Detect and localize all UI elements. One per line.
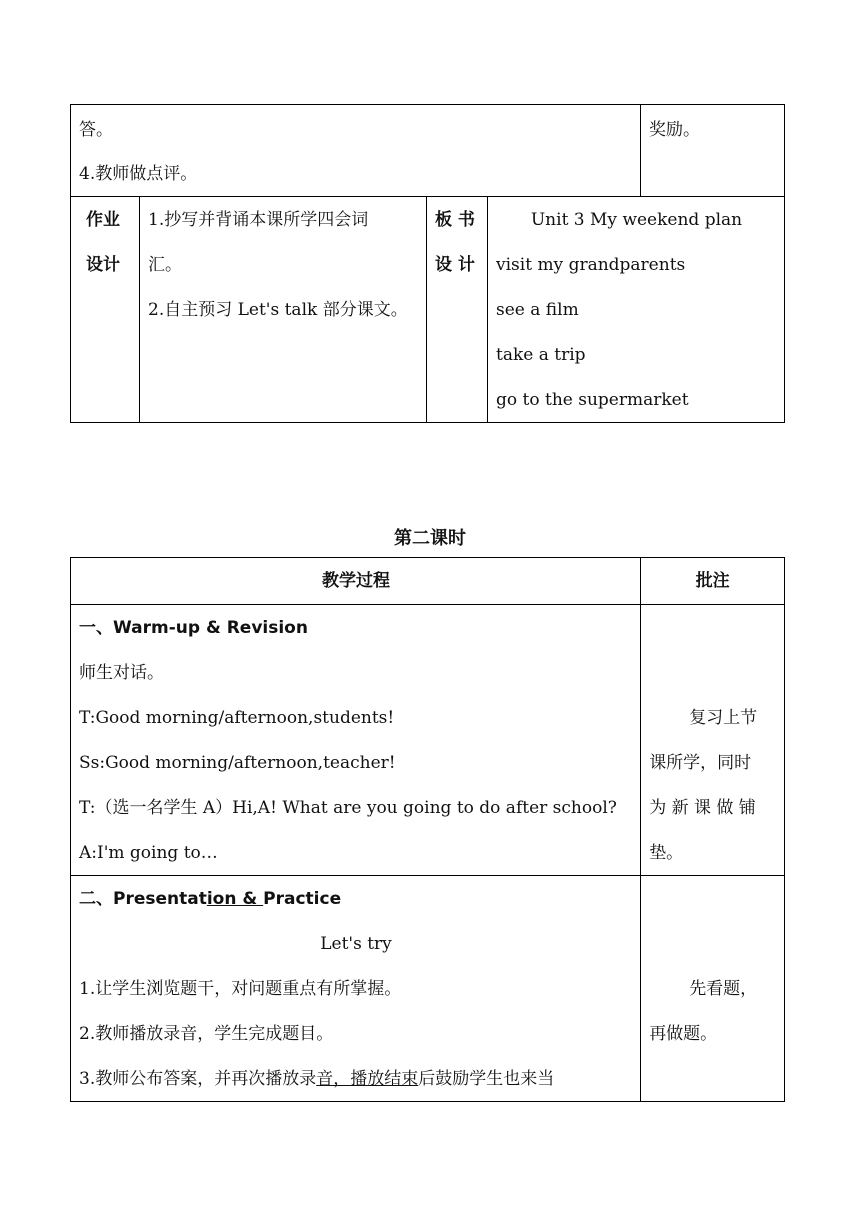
process-line: A:I'm going to… bbox=[79, 843, 218, 863]
warmup-cell bbox=[71, 605, 641, 876]
section-title-part: ion & bbox=[206, 889, 264, 909]
section-title-part: Practice bbox=[263, 889, 342, 909]
note-line: 再做题。 bbox=[649, 1024, 718, 1044]
homework-label: 设计 bbox=[86, 255, 120, 275]
homework-label-cell bbox=[71, 197, 140, 423]
lesson-table-2 bbox=[70, 557, 785, 1102]
process-line: T:（选一名学生 A）Hi,A! What are you going to do after school? bbox=[79, 798, 617, 818]
text-part: 音，播放结束 bbox=[316, 1069, 419, 1089]
header-process-cell bbox=[71, 558, 641, 605]
board-label: 设 计 bbox=[435, 255, 475, 275]
section-heading bbox=[79, 617, 308, 639]
header-process: 教学过程 bbox=[322, 571, 390, 591]
lesson-table-continued bbox=[70, 104, 785, 423]
header-notes: 批注 bbox=[695, 571, 730, 591]
process-line: 答。 bbox=[79, 120, 113, 140]
section-heading bbox=[79, 888, 341, 910]
header-notes-cell bbox=[641, 558, 785, 605]
presentation-note-cell bbox=[641, 876, 785, 1102]
board-label-cell bbox=[427, 197, 488, 423]
board-line: visit my grandparents bbox=[496, 255, 686, 275]
process-line: 1.让学生浏览题干，对问题重点有所掌握。 bbox=[79, 979, 402, 999]
board-label: 板 书 bbox=[435, 210, 475, 230]
note-line: 为 新 课 做 铺 bbox=[649, 798, 756, 818]
process-line bbox=[79, 1068, 554, 1090]
process-cell bbox=[71, 105, 641, 197]
note-line: 奖励。 bbox=[649, 120, 700, 140]
note-cell bbox=[641, 105, 785, 197]
section-title-part: Presentat bbox=[113, 889, 207, 909]
warmup-note-cell bbox=[641, 605, 785, 876]
text-part: 后鼓励学生也来当 bbox=[418, 1069, 555, 1089]
homework-content-cell bbox=[140, 197, 427, 423]
section-prefix: 二、 bbox=[79, 889, 113, 909]
homework-label: 作业 bbox=[86, 210, 120, 230]
note-line: 课所学，同时 bbox=[649, 753, 752, 773]
process-line: Ss:Good morning/afternoon,teacher! bbox=[79, 753, 396, 773]
board-line: go to the supermarket bbox=[496, 390, 689, 410]
board-title: Unit 3 My weekend plan bbox=[530, 210, 743, 230]
homework-line: 汇。 bbox=[148, 255, 182, 275]
text-part: 3.教师公布答案，并再次播放录 bbox=[79, 1069, 317, 1089]
homework-line: 2.自主预习 Let's talk 部分课文。 bbox=[148, 300, 408, 320]
note-line: 复习上节 bbox=[689, 708, 758, 728]
section-prefix: 一、 bbox=[79, 618, 113, 638]
board-content-cell bbox=[488, 197, 785, 423]
process-line: 2.教师播放录音，学生完成题目。 bbox=[79, 1024, 334, 1044]
subheading: Let's try bbox=[320, 934, 392, 954]
presentation-cell bbox=[71, 876, 641, 1102]
process-line: T:Good morning/afternoon,students! bbox=[79, 708, 395, 728]
lesson-title: 第二课时 bbox=[394, 528, 466, 549]
note-line: 先看题， bbox=[689, 979, 758, 999]
board-line: see a film bbox=[496, 300, 579, 320]
homework-line: 1.抄写并背诵本课所学四会词 bbox=[148, 210, 369, 230]
process-line: 4.教师做点评。 bbox=[79, 164, 198, 184]
section-title: Warm-up & Revision bbox=[113, 618, 308, 638]
board-line: take a trip bbox=[496, 345, 586, 365]
note-line: 垫。 bbox=[649, 843, 684, 863]
process-line: 师生对话。 bbox=[79, 663, 164, 683]
